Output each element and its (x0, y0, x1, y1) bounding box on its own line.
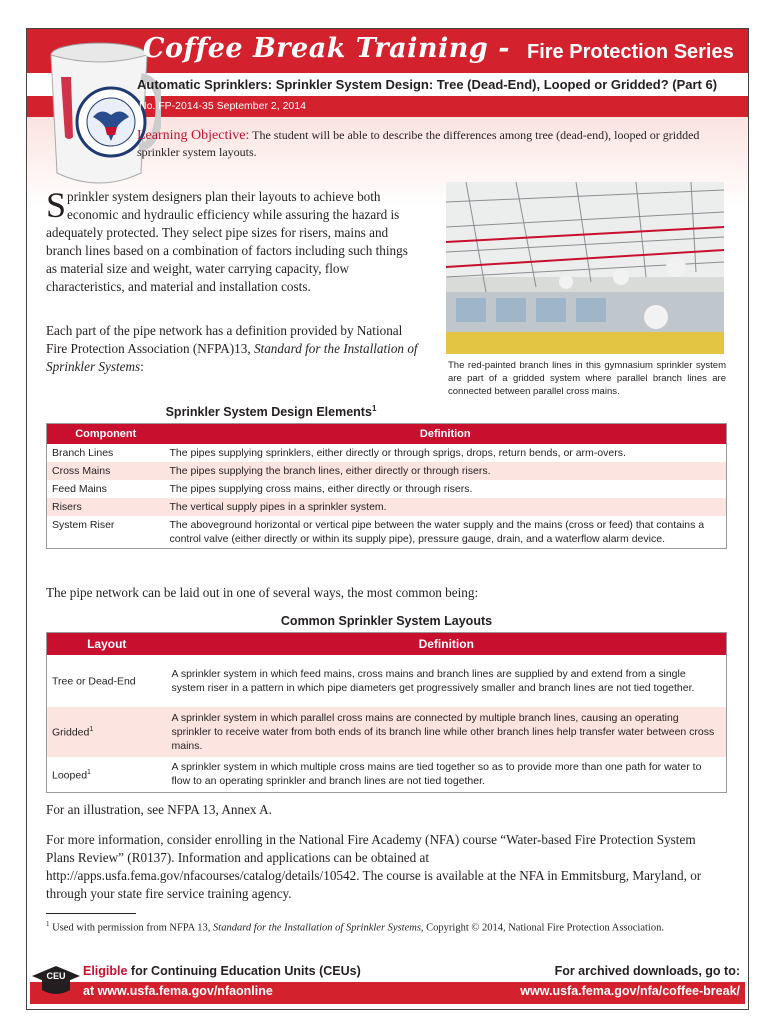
table-row: Risers The vertical supply pipes in a sprinkler system. (47, 498, 727, 516)
table-row: Gridded$^1$ A sprinkler system in which parallel cross mains are connected by multiple branch lines, causing an operating sprinkler to receive water from both ends of its branch line while other branch lines help transfer water between cross mains. (47, 707, 727, 757)
archive-label: For archived downloads, go to: (554, 964, 740, 978)
table1-title: Sprinkler System Design Elements$^1$ (165, 404, 377, 420)
intro-paragraph: Sprinkler system designers plan their layouts to achieve both economic and hydraulic efficiency while assuring the hazard is adequately protected. They select pipe sizes for risers, mains and branch lines based on a combination of factors including such things as material size and weight, water carrying capacity, flow characteristics, and material and installation costs. (46, 185, 408, 294)
drop-cap: S (46, 185, 67, 225)
illustration-note: For an illustration, see NFPA 13, Annex A. (46, 802, 272, 817)
learning-objective (137, 127, 737, 161)
table2-title: Common Sprinkler System Layouts (280, 614, 493, 628)
learning-objective-text: The student will be able to describe the differences among tree (dead-end), looped or gridded sprinkler system layouts. (137, 128, 700, 159)
photo-caption: The red-painted branch lines in this gymnasium sprinkler system are part of a gridded system where parallel branch lines are connected between parallel cross mains. (448, 360, 726, 397)
footnote: $^1$ Used with permission from NFPA 13, Standard for the Installation of Sprinkler Systems, Copyright © 2014, National Fire Protection Association. (46, 920, 664, 934)
more-info-paragraph: For more information, consider enrolling in the National Fire Academy (NFA) course “Water-based Fire Protection System Plans Review” (R0137). Information and applications can be obtained at http://apps.usfa.fema.gov/nfacourses/catalog/details/10542. The course is available at the NFA in Emmitsburg, Maryland, or through your state fire service training agency. (46, 832, 702, 901)
learning-objective-label: Learning Objective: (137, 128, 250, 143)
table-row: Looped$^1$ A sprinkler system in which multiple cross mains are tied together so as to provide more than one path for water to flow to an operating sprinkler and branch lines are not tied together. (52, 761, 702, 788)
table-row: Tree or Dead-End A sprinkler system in which feed mains, cross mains and branch lines are supplied by and extend from a single system riser in a pattern in which pipe diameters get progressively smaller and branch lines are not tied together. (52, 667, 695, 694)
page-subtitle: Automatic Sprinklers: Sprinkler System Design: Tree (Dead-End), Looped or Gridded? (Part 6) (137, 77, 718, 92)
issue-info: No. FP-2014-35 September 2, 2014 (139, 100, 306, 112)
table-row: Branch Lines The pipes supplying sprinklers, either directly or through sprigs, drops, return bends, or arm-overs. (52, 446, 626, 459)
table-row: Cross Mains The pipes supplying the branch lines, either directly or through risers. (47, 462, 727, 480)
header (27, 29, 748, 179)
table-header-row: Layout Definition (47, 633, 727, 655)
table-header-row: Component Definition (47, 424, 727, 444)
layout-intro-text: The pipe network can be laid out in one of several ways, the most common being: (46, 585, 479, 600)
table-row: System Riser The aboveground horizontal or vertical pipe between the water supply and the mains (cross or feed) that contains a control valve (either directly or within its supply pipe), pressure gauge, drain, and a waterflow alarm device. (52, 518, 705, 545)
intro-paragraph-2: Each part of the pipe network has a definition provided by National Fire Protection Association (NFPA)13, Standard for the Installation of Sprinkler Systems: (46, 323, 418, 374)
table-row: Feed Mains The pipes supplying cross mains, either directly or through risers. (52, 482, 473, 495)
series-name: Fire Protection Series (527, 41, 734, 63)
series-title: Coffee Break Training - (143, 33, 510, 64)
ceu-link[interactable]: at www.usfa.fema.gov/nfaonline (83, 984, 273, 998)
graduation-cap-icon (30, 962, 82, 1002)
layouts-table (46, 632, 727, 793)
archive-link[interactable]: www.usfa.fema.gov/nfa/coffee-break/ (520, 984, 740, 998)
design-elements-table (46, 423, 727, 549)
ceu-eligibility: Eligible for Continuing Education Units (CEUs) (83, 964, 361, 978)
ceu-badge-text: CEU (46, 971, 66, 981)
footnote-rule (46, 913, 136, 914)
gymnasium-sprinkler-photo (446, 182, 724, 354)
